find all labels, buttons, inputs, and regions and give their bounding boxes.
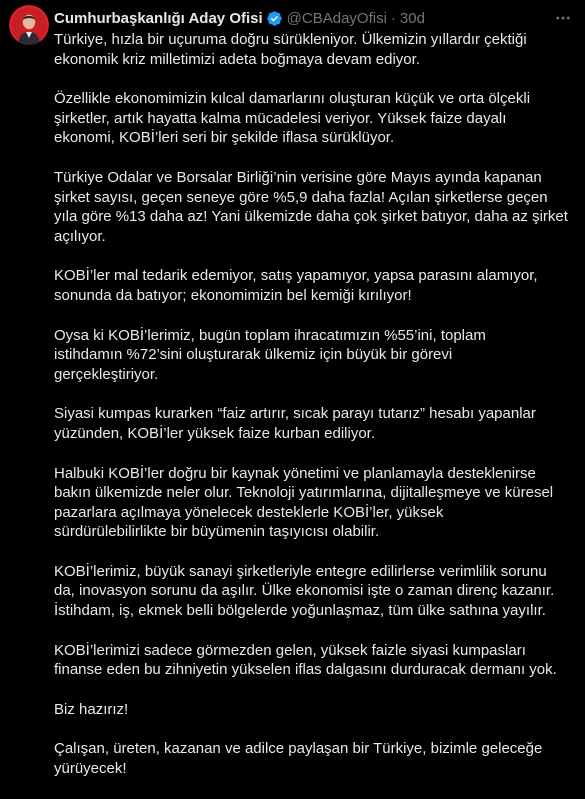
more-options-icon [554,9,572,27]
tweet-paragraph: Halbuki KOBİ’ler doğru bir kaynak yönetimi ve planlamayla desteklenirse bakın ülkemizde neler olur. Teknoloji yatırımlarına, dijitalleşmeye ve küresel pazarlara açılmaya yönelecek desteklerle KOBİ’ler, yüksek sürdürülebilirlikte bir büyümenin taşıyıcısı olabilir. [54,464,554,541]
tweet-paragraph: KOBİ’ler mal tedarik edemiyor, satış yapamıyor, yapsa parasını alamıyor, sonunda da batıyor; ekonomimizin bel kemiği kırılıyor! [54,267,538,304]
tweet-paragraph: Oysa ki KOBİ’lerimiz, bugün toplam ihracatımızın %55’ini, toplam istihdamın %72’sini oluşturarak ülkemiz için büyük bir görevi gerçekleştiriyor. [54,326,486,383]
timestamp[interactable]: 30d [399,9,425,27]
tweet-paragraph: Siyasi kumpas kurarken “faiz artırır, sıcak parayı tutarız” hesabı yapanlar yüzünden, KOBİ’ler yüksek faize kurban ediliyor. [54,405,536,442]
tweet-paragraph: Biz hazırız! [54,700,129,718]
tweet-paragraph: Türkiye Odalar ve Borsalar Birliği’nin verisine göre Mayıs ayında kapanan şirket sayısı, geçen seneye göre %5,9 daha fazla! Açılan şirketlerse geçen yıla göre %13 daha az! Yani ülkemizde daha çok şirket batıyor, daha az şirket açılıyor. [54,168,568,245]
tweet-paragraph: Türkiye, hızla bir uçuruma doğru sürükleniyor. Ülkemizin yıllardır çektiği ekonomik kriz milletimizi adeta boğmaya devam ediyor. [54,31,527,68]
tweet-paragraph: Çalışan, üreten, kazanan ve adilce paylaşan bir Türkiye, bizimle geleceğe yürüyecek! [54,740,543,778]
verified-badge-icon [266,10,283,27]
profile-photo-avatar [9,5,49,45]
display-name[interactable]: Cumhurbaşkanlığı Aday Ofisi [54,9,263,27]
separator: · [390,9,396,27]
tweet-paragraph: Özellikle ekonomimizin kılcal damarlarını oluşturan küçük ve orta ölçekli şirketler, artık hayatta kalma mücadelesi veriyor. Yüksek faize dayalı ekonomi, KOBİ’leri seri bir şekilde iflasa sürüklüyor. [54,90,531,147]
more-options-button[interactable] [553,8,573,28]
tweet-paragraph: KOBİ’lerimizi sadece görmezden gelen, yüksek faizle siyasi kumpasları finanse eden bu zihniyetin yükselen iflas dalgasını durduracak dermanı yok. [54,641,557,679]
tweet-text [54,30,574,799]
avatar[interactable] [9,5,49,45]
tweet-header [54,8,545,28]
handle[interactable]: @CBAdayOfisi [286,9,387,27]
tweet-paragraph: KOBİ’lerimiz, büyük sanayi şirketleriyle entegre edilirlerse verimlilik sorunu da, inovasyon sorunu da aşılır. Ülke ekonomisi işte o zaman direnç kazanır. İstihdam, iş, ekmek belli bölgelerde yoğunlaşmaz, tüm ülke sathına yayılır. [54,562,555,620]
